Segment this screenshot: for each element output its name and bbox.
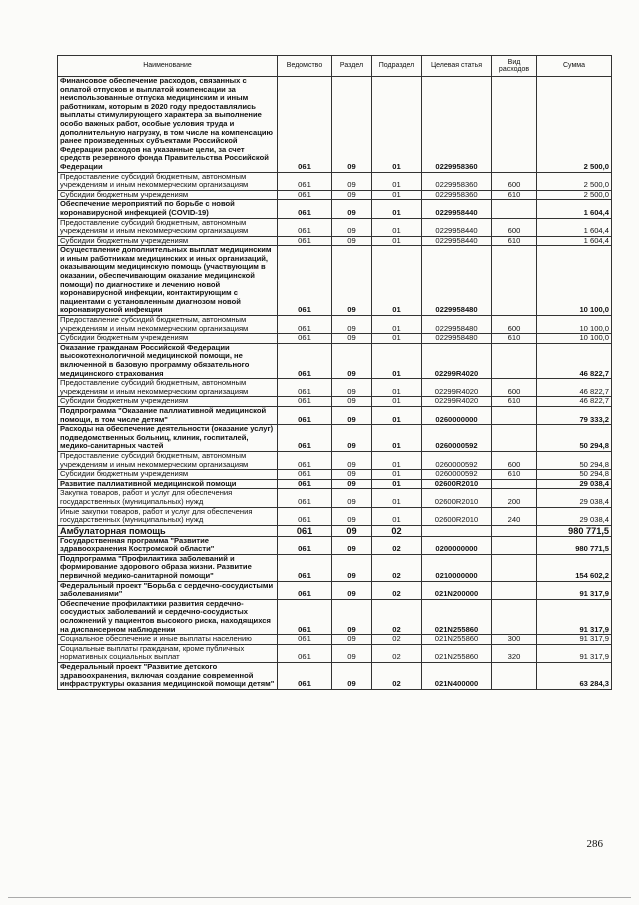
table-row <box>58 397 612 407</box>
cell-name: Социальное обеспечение и иные выплаты населению <box>58 635 278 645</box>
table-row <box>58 507 612 525</box>
cell-subsection: 02 <box>372 599 422 634</box>
cell-department: 061 <box>278 635 332 645</box>
cell-subsection: 01 <box>372 451 422 469</box>
cell-expense-type: 610 <box>492 190 537 200</box>
header-amount: Сумма <box>537 56 612 77</box>
cell-amount: 1 604,4 <box>537 236 612 246</box>
cell-amount: 91 317,9 <box>537 644 612 662</box>
cell-target-article: 02299R4020 <box>422 379 492 397</box>
cell-department: 061 <box>278 599 332 634</box>
cell-target-article: 02600R2010 <box>422 479 492 489</box>
cell-subsection: 01 <box>372 218 422 236</box>
cell-subsection: 01 <box>372 379 422 397</box>
table-row <box>58 470 612 480</box>
cell-subsection: 01 <box>372 316 422 334</box>
cell-subsection: 01 <box>372 343 422 378</box>
cell-department: 061 <box>278 479 332 489</box>
cell-name: Осуществление дополнительных выплат медицинским и иным работникам медицинских и иных организаций, оказывающим медицинскую помощь (участвующим в оказании, обеспечивающим оказание медицинской помощи) по диагностике и лечению новой коронавирусной инфекции, контактирующим с пациентами с установленным диагнозом новой коронавирусной инфекции <box>58 246 278 316</box>
cell-department: 061 <box>278 489 332 507</box>
cell-target-article: 0229958360 <box>422 172 492 190</box>
cell-expense-type <box>492 425 537 452</box>
cell-amount: 46 822,7 <box>537 343 612 378</box>
cell-target-article: 02299R4020 <box>422 397 492 407</box>
cell-amount: 2 500,0 <box>537 77 612 173</box>
cell-subsection: 01 <box>372 246 422 316</box>
page-edge-line <box>8 897 631 898</box>
table-row <box>58 489 612 507</box>
cell-section: 09 <box>332 663 372 690</box>
cell-department: 061 <box>278 470 332 480</box>
page-number: 286 <box>586 838 603 850</box>
cell-target-article: 02600R2010 <box>422 507 492 525</box>
table-row <box>58 218 612 236</box>
cell-target-article: 021N200000 <box>422 581 492 599</box>
cell-target-article: 021N255860 <box>422 599 492 634</box>
cell-subsection: 01 <box>372 190 422 200</box>
cell-amount: 63 284,3 <box>537 663 612 690</box>
cell-section: 09 <box>332 644 372 662</box>
cell-department: 061 <box>278 507 332 525</box>
cell-name: Предоставление субсидий бюджетным, автономным учреждениям и иным некоммерческим организациям <box>58 172 278 190</box>
cell-expense-type <box>492 581 537 599</box>
cell-department: 061 <box>278 172 332 190</box>
cell-subsection: 02 <box>372 536 422 554</box>
cell-amount: 29 038,4 <box>537 479 612 489</box>
cell-name: Субсидии бюджетным учреждениям <box>58 334 278 344</box>
cell-target-article: 0200000000 <box>422 536 492 554</box>
cell-name: Развитие паллиативной медицинской помощи <box>58 479 278 489</box>
cell-section: 09 <box>332 525 372 536</box>
cell-amount: 50 294,8 <box>537 470 612 480</box>
cell-subsection: 02 <box>372 554 422 581</box>
cell-amount: 154 602,2 <box>537 554 612 581</box>
cell-section: 09 <box>332 397 372 407</box>
budget-table <box>57 55 612 690</box>
cell-name: Подпрограмма "Профилактика заболеваний и формирование здорового образа жизни. Развитие первичной медико-санитарной помощи" <box>58 554 278 581</box>
table-body <box>58 77 612 690</box>
cell-department: 061 <box>278 644 332 662</box>
table-row <box>58 644 612 662</box>
table-row <box>58 172 612 190</box>
cell-name: Предоставление субсидий бюджетным, автономным учреждениям и иным некоммерческим организациям <box>58 379 278 397</box>
table-row <box>58 343 612 378</box>
cell-section: 09 <box>332 479 372 489</box>
cell-expense-type <box>492 200 537 218</box>
cell-target-article: 0260000592 <box>422 470 492 480</box>
cell-department: 061 <box>278 397 332 407</box>
cell-section: 09 <box>332 190 372 200</box>
cell-amount: 980 771,5 <box>537 536 612 554</box>
cell-expense-type: 320 <box>492 644 537 662</box>
cell-amount: 91 317,9 <box>537 635 612 645</box>
cell-name: Предоставление субсидий бюджетным, автономным учреждениям и иным некоммерческим организациям <box>58 218 278 236</box>
cell-section: 09 <box>332 599 372 634</box>
table-row <box>58 554 612 581</box>
cell-expense-type: 600 <box>492 172 537 190</box>
cell-name: Предоставление субсидий бюджетным, автономным учреждениям и иным некоммерческим организациям <box>58 316 278 334</box>
cell-section: 09 <box>332 425 372 452</box>
cell-name: Амбулаторная помощь <box>58 525 278 536</box>
cell-department: 061 <box>278 554 332 581</box>
cell-target-article: 0229958440 <box>422 218 492 236</box>
cell-section: 09 <box>332 536 372 554</box>
cell-name: Предоставление субсидий бюджетным, автономным учреждениям и иным некоммерческим организациям <box>58 451 278 469</box>
table-row <box>58 334 612 344</box>
cell-subsection: 02 <box>372 635 422 645</box>
cell-amount: 46 822,7 <box>537 379 612 397</box>
cell-section: 09 <box>332 635 372 645</box>
header-department: Ведомство <box>278 56 332 77</box>
header-subsection: Подраздел <box>372 56 422 77</box>
cell-name: Федеральный проект "Борьба с сердечно-сосудистыми заболеваниями" <box>58 581 278 599</box>
cell-subsection: 02 <box>372 644 422 662</box>
cell-amount: 980 771,5 <box>537 525 612 536</box>
cell-department: 061 <box>278 451 332 469</box>
cell-name: Социальные выплаты гражданам, кроме публичных нормативных социальных выплат <box>58 644 278 662</box>
cell-expense-type: 600 <box>492 379 537 397</box>
cell-subsection: 01 <box>372 406 422 424</box>
table-row <box>58 246 612 316</box>
cell-amount: 1 604,4 <box>537 200 612 218</box>
cell-subsection: 02 <box>372 663 422 690</box>
cell-target-article: 0229958360 <box>422 190 492 200</box>
cell-department: 061 <box>278 334 332 344</box>
cell-target-article: 0229958440 <box>422 200 492 218</box>
table-row <box>58 190 612 200</box>
header-section: Раздел <box>332 56 372 77</box>
cell-department: 061 <box>278 316 332 334</box>
cell-section: 09 <box>332 507 372 525</box>
cell-amount: 91 317,9 <box>537 599 612 634</box>
cell-name: Обеспечение мероприятий по борьбе с новой коронавирусной инфекцией (COVID-19) <box>58 200 278 218</box>
cell-name: Субсидии бюджетным учреждениям <box>58 236 278 246</box>
cell-expense-type: 610 <box>492 470 537 480</box>
cell-department: 061 <box>278 343 332 378</box>
cell-subsection: 01 <box>372 200 422 218</box>
cell-section: 09 <box>332 236 372 246</box>
cell-expense-type: 240 <box>492 507 537 525</box>
cell-expense-type <box>492 406 537 424</box>
cell-expense-type <box>492 77 537 173</box>
cell-expense-type: 600 <box>492 451 537 469</box>
cell-department: 061 <box>278 200 332 218</box>
cell-department: 061 <box>278 406 332 424</box>
table-row <box>58 236 612 246</box>
cell-expense-type <box>492 599 537 634</box>
cell-department: 061 <box>278 218 332 236</box>
cell-target-article <box>422 525 492 536</box>
cell-department: 061 <box>278 425 332 452</box>
cell-target-article: 0229958480 <box>422 316 492 334</box>
table-row <box>58 635 612 645</box>
table-row <box>58 581 612 599</box>
header-expense-type: Вид расходов <box>492 56 537 77</box>
table-row <box>58 406 612 424</box>
cell-amount: 46 822,7 <box>537 397 612 407</box>
cell-section: 09 <box>332 451 372 469</box>
cell-section: 09 <box>332 246 372 316</box>
cell-subsection: 01 <box>372 479 422 489</box>
cell-subsection: 01 <box>372 172 422 190</box>
cell-expense-type <box>492 525 537 536</box>
cell-section: 09 <box>332 200 372 218</box>
cell-subsection: 01 <box>372 489 422 507</box>
cell-amount: 10 100,0 <box>537 316 612 334</box>
cell-target-article: 021N255860 <box>422 635 492 645</box>
cell-name: Обеспечение профилактики развития сердечно-сосудистых заболеваний и сердечно-сосудистых осложнений у пациентов высокого риска, находящихся на диспансерном наблюдении <box>58 599 278 634</box>
cell-subsection: 01 <box>372 507 422 525</box>
cell-target-article: 0260000592 <box>422 425 492 452</box>
cell-name: Субсидии бюджетным учреждениям <box>58 397 278 407</box>
cell-name: Финансовое обеспечение расходов, связанных с оплатой отпусков и выплатой компенсации за неиспользованные отпуска медицинским и иным работникам, которым в 2020 году предоставлялись выплаты стимулирующего характера за выполнение особо важных работ, особые условия труда и дополнительную нагрузку, в том числе на компенсацию ранее произведенных субъектами Российской Федерации расходов на указанные цели, за счет средств резервного фонда Правительства Российской Федерации <box>58 77 278 173</box>
cell-name: Субсидии бюджетным учреждениям <box>58 470 278 480</box>
cell-target-article: 021N255860 <box>422 644 492 662</box>
cell-expense-type: 610 <box>492 397 537 407</box>
cell-amount: 2 500,0 <box>537 172 612 190</box>
cell-department: 061 <box>278 536 332 554</box>
cell-section: 09 <box>332 343 372 378</box>
cell-amount: 91 317,9 <box>537 581 612 599</box>
cell-subsection: 02 <box>372 581 422 599</box>
cell-expense-type: 600 <box>492 218 537 236</box>
cell-target-article: 0229958440 <box>422 236 492 246</box>
cell-name: Субсидии бюджетным учреждениям <box>58 190 278 200</box>
cell-department: 061 <box>278 77 332 173</box>
cell-expense-type <box>492 246 537 316</box>
table-row <box>58 479 612 489</box>
cell-subsection: 01 <box>372 397 422 407</box>
table-row <box>58 599 612 634</box>
cell-department: 061 <box>278 236 332 246</box>
cell-section: 09 <box>332 406 372 424</box>
cell-target-article: 021N400000 <box>422 663 492 690</box>
cell-name: Государственная программа "Развитие здравоохранения Костромской области" <box>58 536 278 554</box>
table-row <box>58 77 612 173</box>
cell-department: 061 <box>278 581 332 599</box>
table-row <box>58 536 612 554</box>
cell-amount: 50 294,8 <box>537 425 612 452</box>
cell-amount: 1 604,4 <box>537 218 612 236</box>
cell-department: 061 <box>278 379 332 397</box>
cell-expense-type: 610 <box>492 236 537 246</box>
cell-subsection: 01 <box>372 425 422 452</box>
cell-target-article: 0229958360 <box>422 77 492 173</box>
cell-section: 09 <box>332 470 372 480</box>
cell-section: 09 <box>332 316 372 334</box>
cell-amount: 10 100,0 <box>537 334 612 344</box>
cell-name: Оказание гражданам Российской Федерации высокотехнологичной медицинской помощи, не включенной в базовую программу обязательного медицинского страхования <box>58 343 278 378</box>
cell-target-article: 0260000000 <box>422 406 492 424</box>
cell-amount: 29 038,4 <box>537 507 612 525</box>
header-name: Наименование <box>58 56 278 77</box>
cell-target-article: 02600R2010 <box>422 489 492 507</box>
cell-department: 061 <box>278 525 332 536</box>
cell-subsection: 01 <box>372 236 422 246</box>
cell-expense-type: 600 <box>492 316 537 334</box>
cell-name: Иные закупки товаров, работ и услуг для обеспечения государственных (муниципальных) нужд <box>58 507 278 525</box>
cell-section: 09 <box>332 172 372 190</box>
cell-department: 061 <box>278 190 332 200</box>
table-row <box>58 425 612 452</box>
table-row <box>58 316 612 334</box>
cell-name: Подпрограмма "Оказание паллиативной медицинской помощи, в том числе детям" <box>58 406 278 424</box>
cell-name: Закупка товаров, работ и услуг для обеспечения государственных (муниципальных) нужд <box>58 489 278 507</box>
header-target-article: Целевая статья <box>422 56 492 77</box>
cell-name: Расходы на обеспечение деятельности (оказание услуг) подведомственных больниц, клиник, госпиталей, медико-санитарных частей <box>58 425 278 452</box>
cell-expense-type <box>492 663 537 690</box>
cell-target-article: 0229958480 <box>422 246 492 316</box>
cell-section: 09 <box>332 581 372 599</box>
table-row <box>58 379 612 397</box>
cell-target-article: 0210000000 <box>422 554 492 581</box>
cell-section: 09 <box>332 489 372 507</box>
cell-section: 09 <box>332 218 372 236</box>
cell-subsection: 02 <box>372 525 422 536</box>
cell-expense-type: 610 <box>492 334 537 344</box>
cell-amount: 79 333,2 <box>537 406 612 424</box>
cell-expense-type <box>492 536 537 554</box>
cell-amount: 2 500,0 <box>537 190 612 200</box>
cell-section: 09 <box>332 77 372 173</box>
cell-subsection: 01 <box>372 334 422 344</box>
cell-expense-type <box>492 343 537 378</box>
cell-target-article: 0260000592 <box>422 451 492 469</box>
cell-amount: 29 038,4 <box>537 489 612 507</box>
cell-expense-type: 300 <box>492 635 537 645</box>
cell-target-article: 02299R4020 <box>422 343 492 378</box>
cell-section: 09 <box>332 334 372 344</box>
cell-department: 061 <box>278 663 332 690</box>
cell-expense-type <box>492 479 537 489</box>
table-row <box>58 663 612 690</box>
table-row <box>58 451 612 469</box>
cell-amount: 50 294,8 <box>537 451 612 469</box>
table-header-row <box>58 56 612 77</box>
cell-target-article: 0229958480 <box>422 334 492 344</box>
cell-expense-type: 200 <box>492 489 537 507</box>
cell-subsection: 01 <box>372 77 422 173</box>
table-row <box>58 525 612 536</box>
cell-department: 061 <box>278 246 332 316</box>
cell-expense-type <box>492 554 537 581</box>
cell-subsection: 01 <box>372 470 422 480</box>
cell-name: Федеральный проект "Развитие детского здравоохранения, включая создание современной инфраструктуры оказания медицинской помощи детям" <box>58 663 278 690</box>
cell-section: 09 <box>332 379 372 397</box>
table-row <box>58 200 612 218</box>
cell-amount: 10 100,0 <box>537 246 612 316</box>
cell-section: 09 <box>332 554 372 581</box>
